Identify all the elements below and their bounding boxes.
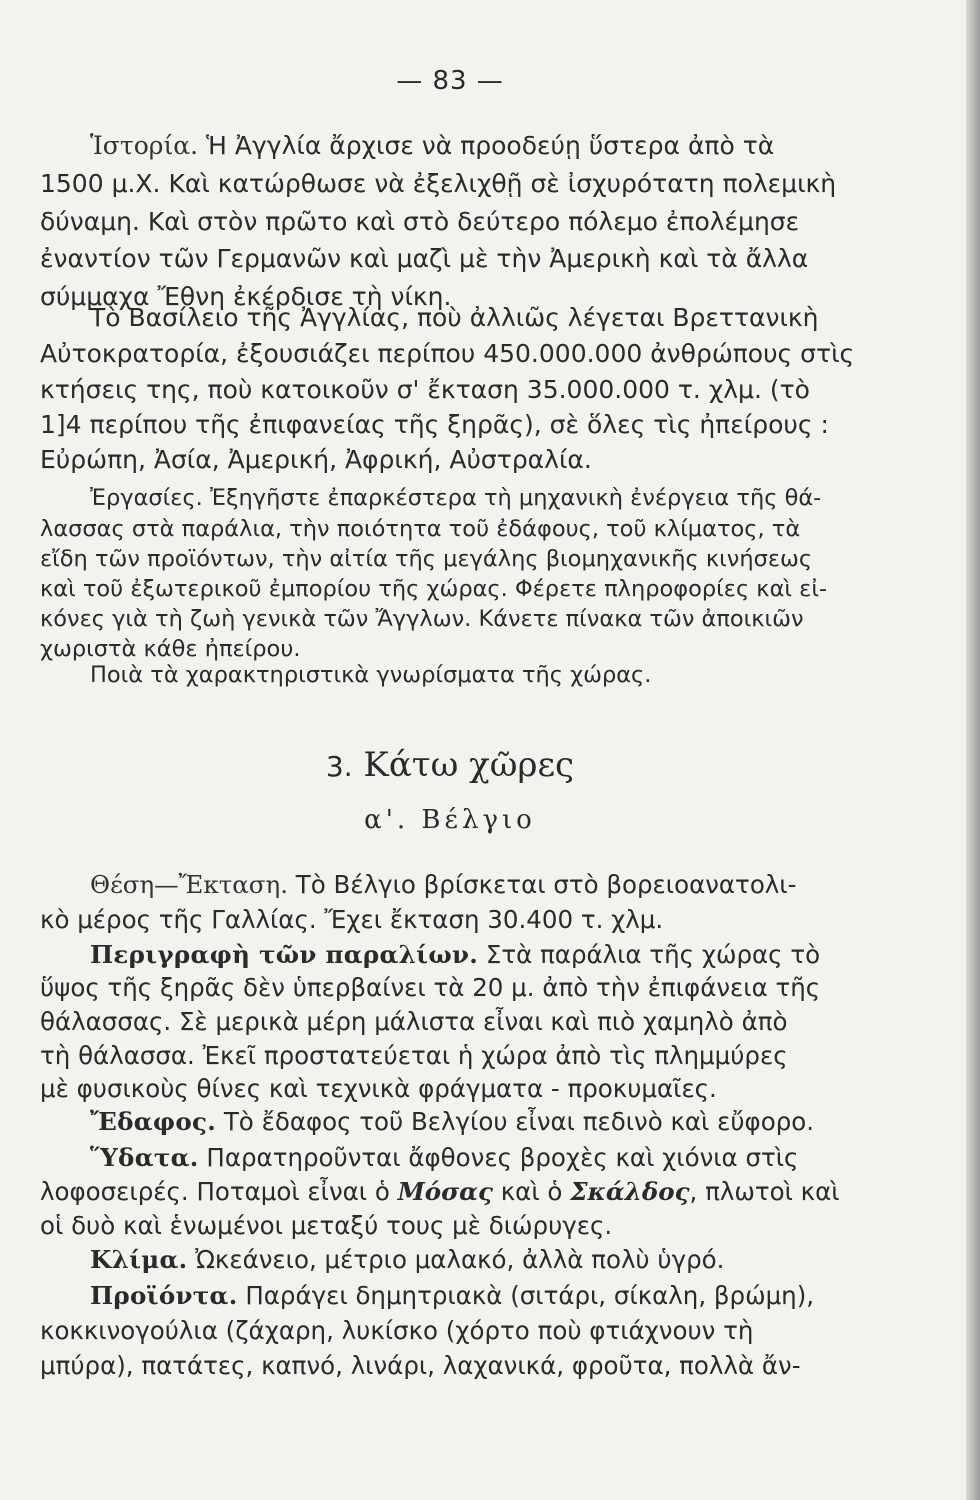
paragraph-line: Αὐτοκρατορία, ἐξουσιάζει περίπου 450.000.000 ἀνθρώπους στὶς [40,339,855,368]
line-text: Παρατηροῦνται ἄφθονες βροχὲς καὶ χιόνια στὶς [206,1143,799,1172]
paragraph-line [90,870,796,900]
page-edge-shadow [966,0,980,1500]
paragraph-line: θάλασσας. Σὲ μερικὰ μέρη μάλιστα εἶναι καὶ πιὸ χαμηλὸ ἀπὸ [40,1007,788,1036]
paragraph-line [90,940,820,970]
river-name: Σκάλδος [570,1177,690,1206]
paragraph-line: κὸ μέρος τῆς Γαλλίας. Ἔχει ἔκταση 30.400 τ. χλμ. [40,905,664,934]
paragraph-line [90,131,774,161]
section-title [0,745,900,785]
paragraph-line: οἱ δυὸ καὶ ἑνωμένοι μεταξύ τους μὲ διώρυγες. [40,1211,613,1240]
line-text: , πλωτοὶ καὶ [689,1177,840,1206]
river-name: Μόσας [397,1177,493,1206]
line-text: Τὸ ἔδαφος τοῦ Βελγίου εἶναι πεδινὸ καὶ εὔφορο. [223,1107,815,1136]
paragraph-line: 1500 μ.Χ. Καὶ κατώρθωσε νὰ ἐξελιχθῇ σὲ ἰσχυρότατη πολεμικὴ [40,169,837,198]
waters-heading: Ὕδατα. [90,1143,199,1172]
paragraph-line: Τὸ Βασίλειο τῆς Ἀγγλίας, ποὺ ἀλλιῶς λέγεται Βρεττανικὴ [90,303,819,332]
paragraph-line: κτήσεις της, ποὺ κατοικοῦν σ' ἔκταση 35.000.000 τ. χλμ. (τὸ [40,375,810,404]
line-text: Τὸ Βέλγιο βρίσκεται στὸ βορειοανατολι- [295,870,797,899]
exercise-line: Ἐργασίες. Ἐξηγῆστε ἐπαρκέστερα τὴ μηχανικὴ ἐνέργεια τῆς θά- [90,485,822,511]
paragraph-line [90,1143,798,1173]
line-text: Στὰ παράλια τῆς χώρας τὸ [485,940,821,969]
line-text: λοφοσειρές. Ποταμοὶ εἶναι ὁ [40,1177,398,1206]
exercise-line: καὶ τοῦ ἐξωτερικοῦ ἐμπορίου τῆς χώρας. Φέρετε πληροφορίες καὶ εἰ- [40,576,828,602]
coast-heading: Περιγραφὴ τῶν παραλίων. [90,940,479,969]
paragraph-line: μὲ φυσικοὺς θίνες καὶ τεχνικὰ φράγματα - προκυμαῖες. [40,1074,717,1103]
products-heading: Προϊόντα. [90,1281,238,1310]
paragraph-line: σύμμαχα Ἔθνη ἐκέρδισε τὴ νίκη. [40,282,452,311]
line-text: καὶ ὁ [492,1177,571,1206]
exercise-line: εἴδη τῶν προϊόντων, τὴν αἰτία τῆς μεγάλης βιομηχανικῆς κινήσεως [40,546,813,572]
exercise-line: Ποιὰ τὰ χαρακτηριστικὰ γνωρίσματα τῆς χώρας. [90,662,652,688]
history-heading: Ἱστορία. [90,131,199,160]
paragraph-line: μπύρα), πατάτες, καπνό, λινάρι, λαχανικά, φροῦτα, πολλὰ ἄν- [40,1351,801,1380]
climate-heading: Κλίμα. [90,1245,188,1274]
paragraph-line: τὴ θάλασσα. Ἐκεῖ προστατεύεται ἡ χώρα ἀπὸ τὶς πλημμύρες [40,1041,788,1070]
paragraph-line [90,1107,814,1137]
paragraph-line [90,1281,814,1311]
paragraph-line [40,1177,840,1207]
subsection-title: α'. Βέλγιο [364,805,536,835]
line-text: Παράγει δημητριακὰ (σιτάρι, σίκαλη, βρώμη), [245,1281,815,1310]
paragraph-line [90,1245,724,1275]
section-title-text: Κάτω χῶρες [363,745,575,785]
paragraph-line: κοκκινογούλια (ζάχαρη, λυκίσκο (χόρτο ποὺ φτιάχνουν τὴ [40,1316,754,1345]
paragraph-line: ἐναντίον τῶν Γερμανῶν καὶ μαζὶ μὲ τὴν Ἀμερικὴ καὶ τὰ ἄλλα [40,244,809,273]
paragraph-line: δύναμη. Καὶ στὸν πρῶτο καὶ στὸ δεύτερο πόλεμο ἐπολέμησε [40,207,800,236]
exercise-line: κόνες γιὰ τὴ ζωὴ γενικὰ τῶν Ἄγγλων. Κάνετε πίνακα τῶν ἀποικιῶν [40,606,804,632]
soil-heading: Ἔδαφος. [90,1107,217,1136]
line-text: Ὠκεάνειο, μέτριο μαλακό, ἀλλὰ πολὺ ὑγρό. [195,1245,725,1274]
exercise-line: λασσας στὰ παράλια, τὴν ποιότητα τοῦ ἐδάφους, τοῦ κλίματος, τὰ [40,516,801,542]
section-number: 3. [325,750,353,783]
paragraph-line: ὕψος τῆς ξηρᾶς δὲν ὑπερβαίνει τὰ 20 μ. ἀπὸ τὴν ἐπιφάνεια τῆς [40,973,821,1002]
paragraph-line: Εὐρώπη, Ἀσία, Ἀμερική, Ἀφρική, Αὐστραλία. [40,445,592,474]
position-heading: Θέση—Ἔκταση. [90,870,288,899]
page-number: — 83 — [396,66,504,96]
paragraph-line: 1]4 περίπου τῆς ἐπιφανείας τῆς ξηρᾶς), σὲ ὅλες τὶς ἠπείρους : [40,410,829,439]
line-text: Ἡ Ἀγγλία ἄρχισε νὰ προοδεύῃ ὕστερα ἀπὸ τὰ [206,131,775,160]
exercise-line: χωριστὰ κάθε ἠπείρου. [40,636,301,662]
